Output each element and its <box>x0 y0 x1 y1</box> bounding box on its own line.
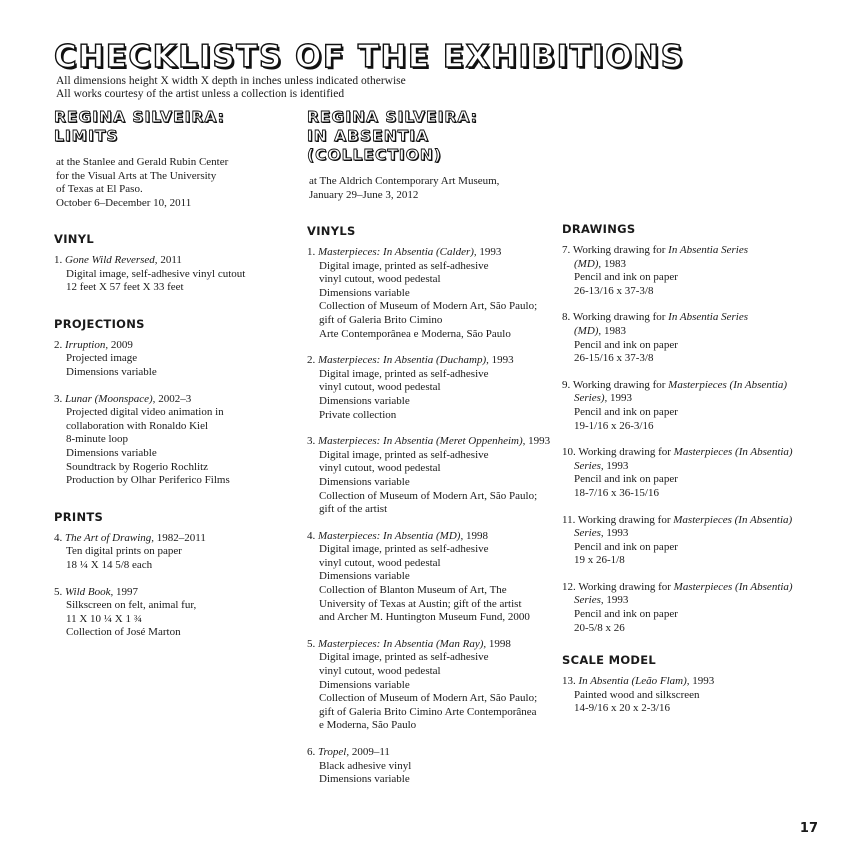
absentia-venue: at The Aldrich Contemporary Art Museum, January 29–June 3, 2012 <box>309 175 500 201</box>
entry-title: In Absentia Series <box>668 244 748 256</box>
checklist-entry <box>307 638 547 733</box>
entry-number: 1. <box>307 246 316 258</box>
section-heading-vinyl: VINYL <box>54 232 94 246</box>
entry-details: Digital image, printed as self-adhesive vinyl cutout, wood pedestal Dimensions variable Collection of Museum of Modern Art, São Paulo; gift of Galeria Brito Cimino Arte Contemporânea e Moderna, São Paulo <box>319 651 538 732</box>
checklist-entry <box>562 446 802 500</box>
page-title: CHECKLISTS OF THE EXHIBITIONS <box>54 39 685 75</box>
checklist-entry <box>562 379 802 433</box>
entry-title: Masterpieces: In Absentia (Meret Oppenheim), <box>318 435 526 448</box>
absentia-title-line-1: REGINA SILVEIRA: <box>307 108 478 126</box>
checklist-entry <box>562 514 802 568</box>
entry-title: Masterpieces: In Absentia (Calder), <box>318 246 477 258</box>
entry-prefix: Working drawing for <box>577 513 674 526</box>
entry-title: Wild Book, <box>65 585 114 598</box>
entry-title: Lunar (Moonspace), <box>65 392 156 405</box>
entry-number: 11. <box>562 513 576 526</box>
entry-title: Masterpieces: In Absentia (Man Ray), <box>318 637 487 650</box>
entry-details: Silkscreen on felt, animal fur, 11 X 10 ¼ X 1 ¾ Collection of José Marton <box>66 599 197 639</box>
entry-title-continued: Series, <box>574 459 604 472</box>
entry-prefix: Working drawing for <box>572 311 669 324</box>
limits-exhibition-title <box>54 108 284 146</box>
entry-number: 10. <box>562 446 576 459</box>
entry-title-continued: Series), <box>574 392 608 405</box>
checklist-entry <box>54 339 284 380</box>
entry-number: 5. <box>307 637 316 650</box>
entry-title: Irruption, <box>65 338 109 351</box>
entry-title: Tropel, <box>318 746 350 758</box>
entry-date: 1982–2011 <box>154 531 206 544</box>
entry-date: 1993 <box>603 594 629 607</box>
checklist-entry <box>307 354 547 422</box>
entry-details: Pencil and ink on paper 19 x 26-1/8 <box>574 540 678 567</box>
limits-title-line-1: REGINA SILVEIRA: <box>54 108 225 126</box>
entry-details: Ten digital prints on paper 18 ¼ X 14 5/8 each <box>66 545 182 571</box>
checklist-entry <box>562 311 802 365</box>
checklist-entry <box>54 393 284 488</box>
checklist-entry <box>307 530 547 625</box>
absentia-column <box>307 108 551 800</box>
entry-prefix: Working drawing for <box>578 446 674 459</box>
limits-venue: at the Stanlee and Gerald Rubin Center for the Visual Arts at The University of Texas at El Paso. October 6–December 10, 2011 <box>56 156 229 209</box>
entry-number: 6. <box>307 746 316 758</box>
checklist-entry <box>307 435 551 517</box>
entry-details: Pencil and ink on paper 20-5/8 x 26 <box>574 608 678 634</box>
entry-title: Gone Wild Reversed, <box>65 254 158 266</box>
entry-date: 1993 <box>488 354 514 367</box>
entry-date: 2009–11 <box>349 746 390 758</box>
entry-date: 1993 <box>603 459 629 472</box>
entry-title-continued: Series, <box>574 594 604 607</box>
entry-number: 3. <box>54 392 63 405</box>
limits-column <box>54 108 284 653</box>
checklist-entry <box>307 746 547 787</box>
entry-date: 1983 <box>601 324 626 337</box>
entry-number: 7. <box>562 244 571 256</box>
section-heading-projections: PROJECTIONS <box>54 316 145 331</box>
entry-details: Digital image, self-adhesive vinyl cutout 12 feet X 57 feet X 33 feet <box>66 267 246 294</box>
limits-title-line-2: LIMITS <box>54 127 119 145</box>
entry-prefix: Working drawing for <box>572 244 669 256</box>
entry-title: Masterpieces (In Absentia) <box>673 580 793 593</box>
checklist-entry <box>562 581 802 635</box>
entry-details: Digital image, printed as self-adhesive vinyl cutout, wood pedestal Dimensions variable Collection of Blanton Museum of Art, The University of Texas at Austin; gift of the artist and Archer M. Huntington Museum Fund, 2000 <box>319 543 530 624</box>
entry-title: Masterpieces: In Absentia (MD), <box>318 529 464 542</box>
entry-details: Projected image Dimensions variable <box>66 352 157 378</box>
entry-date: 1983 <box>601 257 626 270</box>
entry-details: Digital image, printed as self-adhesive vinyl cutout, wood pedestal Dimensions variable Collection of Museum of Modern Art, São Paulo; gift of Galeria Brito Cimino Arte Contemporânea e Moderna, São Paulo <box>319 259 538 340</box>
page-subtitle <box>56 75 406 101</box>
entry-date: 1993 <box>476 246 502 258</box>
checklist-entry <box>54 586 284 640</box>
entry-details: Projected digital video animation in collaboration with Ronaldo Kiel 8-minute loop Dimensions variable Soundtrack by Rogerio Rochlitz Production by Olhar Periferico Films <box>66 406 230 487</box>
entry-date: 2009 <box>108 338 133 351</box>
entry-date: 2002–3 <box>155 392 192 405</box>
entry-title-continued: Series, <box>574 527 604 540</box>
entry-number: 8. <box>562 311 571 324</box>
entry-details: Black adhesive vinyl Dimensions variable <box>319 759 412 786</box>
entry-details: Pencil and ink on paper 26-15/16 x 37-3/8 <box>574 338 678 365</box>
absentia-title-line-2: IN ABSENTIA <box>307 127 430 145</box>
entry-details: Painted wood and silkscreen 14-9/16 x 20 x 2-3/16 <box>574 688 700 715</box>
entry-date: 1997 <box>113 585 139 598</box>
entry-number: 4. <box>54 531 63 544</box>
entry-title: Masterpieces: In Absentia (Duchamp), <box>318 354 489 367</box>
entry-details: Digital image, printed as self-adhesive vinyl cutout, wood pedestal Dimensions variable Collection of Museum of Modern Art, São Paulo; gift of the artist <box>319 448 538 516</box>
absentia-exhibition-title <box>307 108 547 165</box>
page-number: 17 <box>799 821 818 836</box>
entry-number: 2. <box>307 354 316 367</box>
section-heading-vinyls: VINYLS <box>307 224 356 238</box>
section-heading-prints: PRINTS <box>54 509 104 524</box>
entry-number: 5. <box>54 585 63 598</box>
entry-number: 1. <box>54 254 63 266</box>
checklist-entry <box>562 244 802 298</box>
entry-date: 1993 <box>607 392 633 405</box>
entry-number: 4. <box>307 529 316 542</box>
entry-date: 1998 <box>463 529 488 542</box>
entry-title: The Art of Drawing, <box>65 531 155 544</box>
subtitle-dimensions-note: All dimensions height X width X depth in inches unless indicated otherwise <box>56 75 406 87</box>
entry-number: 13. <box>562 675 576 688</box>
entry-details: Pencil and ink on paper 19-1/16 x 26-3/16 <box>574 405 678 432</box>
checklist-entry <box>54 532 284 573</box>
entry-details: Pencil and ink on paper 18-7/16 x 36-15/16 <box>574 473 678 499</box>
entry-title: Masterpieces (In Absentia) <box>673 513 793 526</box>
entry-date: 1993 <box>689 675 715 688</box>
checklist-entry <box>307 246 547 341</box>
entry-title: In Absentia Series <box>668 311 748 324</box>
entry-prefix: Working drawing for <box>572 378 669 391</box>
entry-number: 9. <box>562 378 571 391</box>
entry-date: 2011 <box>157 254 182 266</box>
entry-number: 12. <box>562 580 576 593</box>
checklist-entry <box>562 675 802 716</box>
entry-date: 1998 <box>486 637 511 650</box>
entry-date: 1993 <box>525 435 551 448</box>
entry-title: Masterpieces (In Absentia) <box>668 378 788 391</box>
entry-date: 1993 <box>603 527 629 540</box>
entry-details: Pencil and ink on paper 26-13/16 x 37-3/8 <box>574 271 678 297</box>
entry-title-continued: (MD), <box>574 257 602 270</box>
entry-title: Masterpieces (In Absentia) <box>673 446 793 459</box>
section-heading-scale-model: SCALE MODEL <box>562 653 657 668</box>
drawings-column <box>562 222 802 729</box>
entry-number: 2. <box>54 338 63 351</box>
entry-title: In Absentia (Leão Flam), <box>578 675 690 688</box>
entry-title-continued: (MD), <box>574 324 602 337</box>
entry-number: 3. <box>307 435 316 448</box>
subtitle-courtesy-note: All works courtesy of the artist unless a collection is identified <box>56 88 345 100</box>
entry-details: Digital image, printed as self-adhesive vinyl cutout, wood pedestal Dimensions variable Private collection <box>319 367 489 421</box>
absentia-title-line-3: (COLLECTION) <box>307 146 442 164</box>
entry-prefix: Working drawing for <box>578 580 674 593</box>
checklist-entry <box>54 254 284 295</box>
section-heading-drawings: DRAWINGS <box>562 222 636 236</box>
